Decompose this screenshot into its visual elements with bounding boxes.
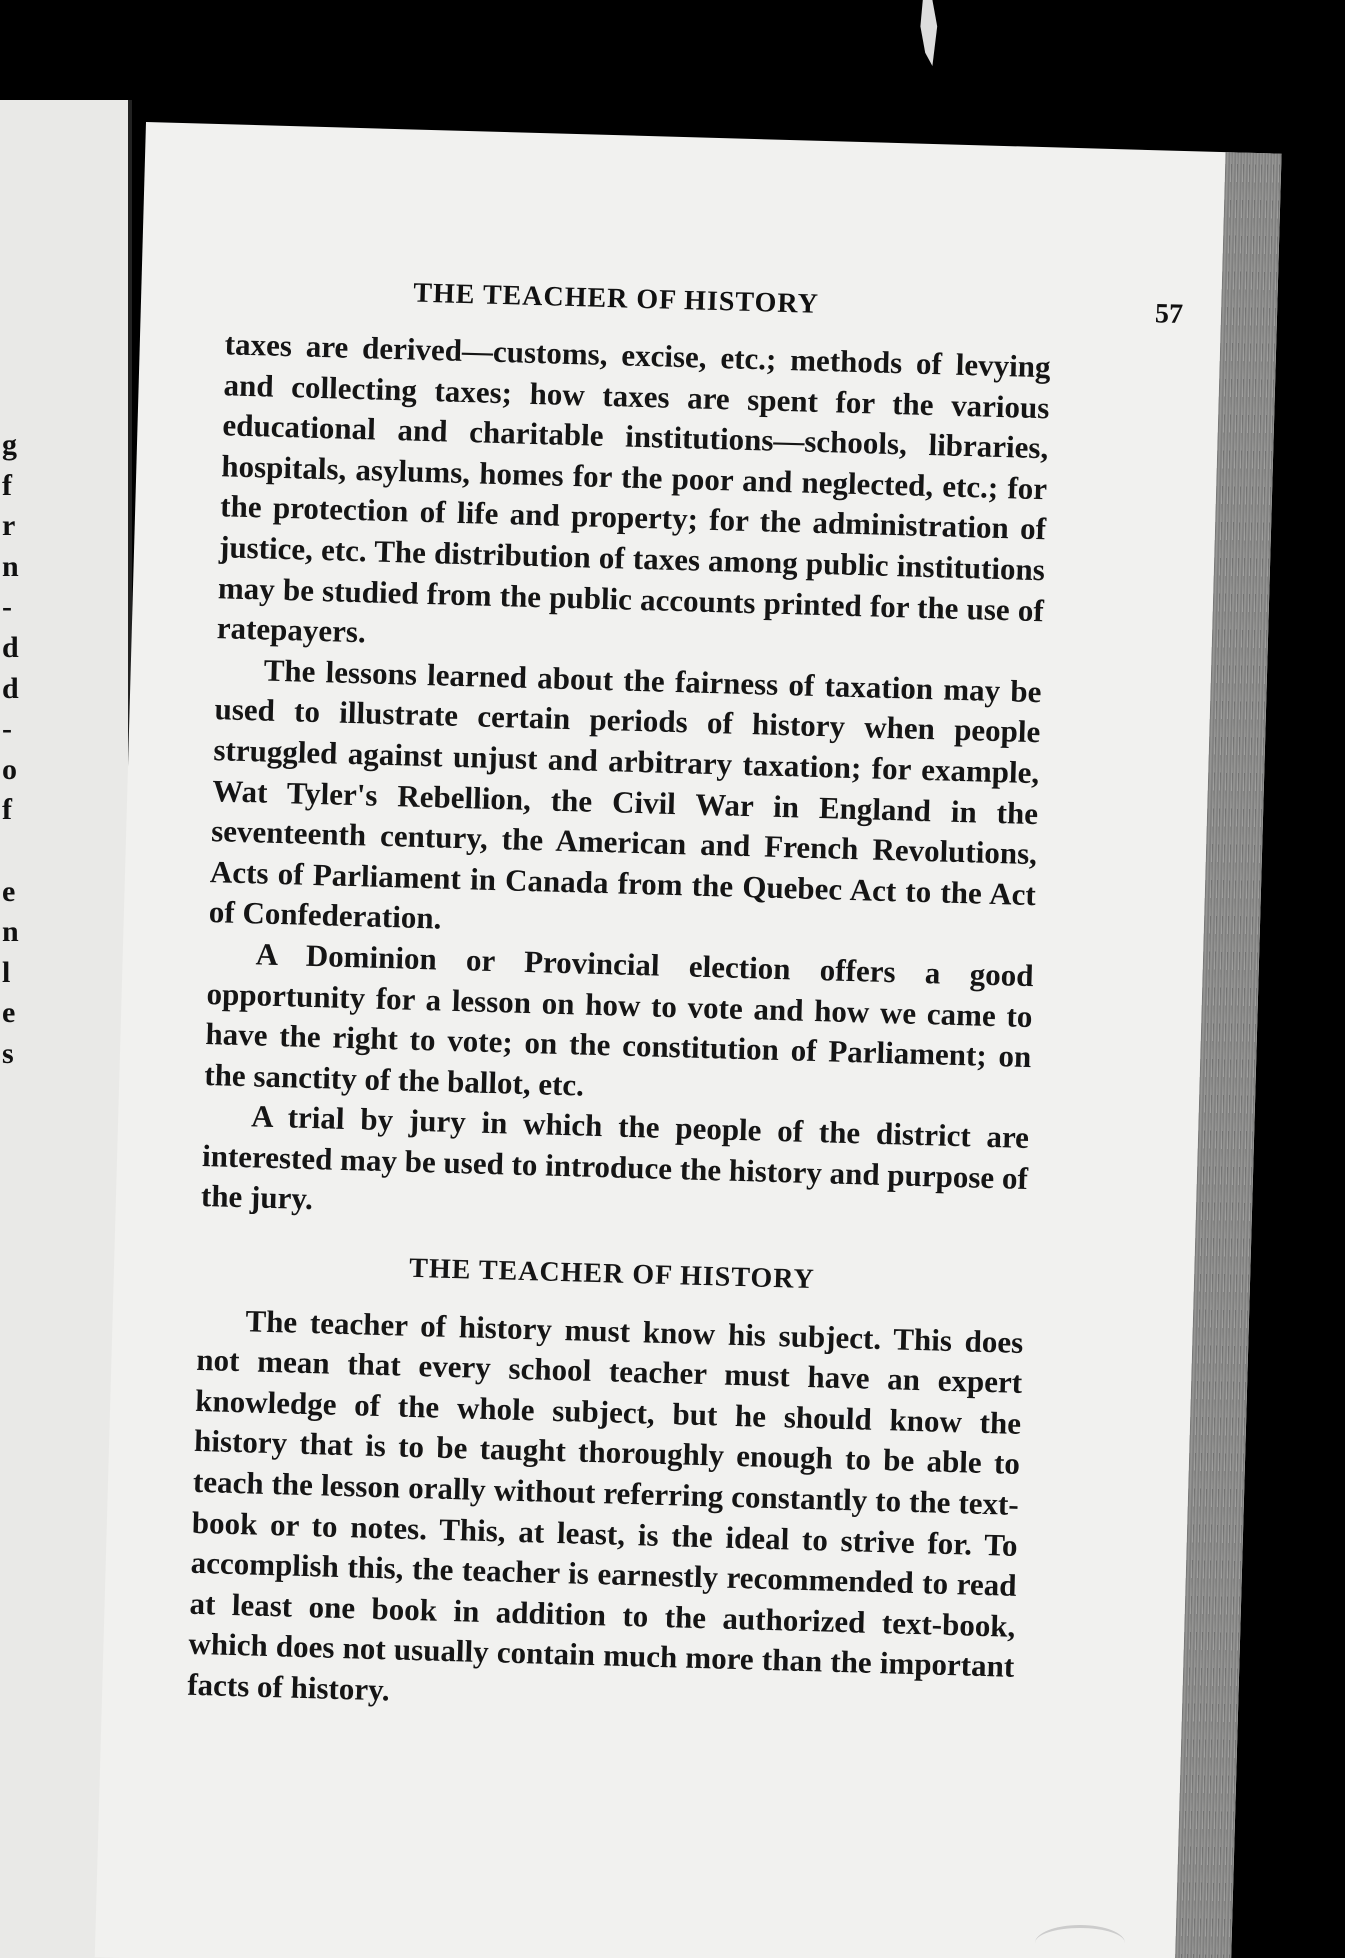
page-header xyxy=(413,278,1184,331)
page-number: 57 xyxy=(1154,298,1184,331)
page-body xyxy=(187,324,1051,1728)
right-page xyxy=(95,122,1282,1958)
paragraph: A trial by jury in which the people of the district are interested may be used to introduce the history and purpose of the jury. xyxy=(200,1098,1030,1217)
section-heading: THE TEACHER OF HISTORY xyxy=(408,1252,816,1296)
left-page-text-fragments: g f r n - d d - o f e n l e s xyxy=(2,428,19,1070)
paragraph: A Dominion or Provincial election offers a good opportunity for a lesson on how to vote and how we came to have the right to vote; on the constitution of Parliament; on the sanctity of the ballot, etc. xyxy=(203,936,1035,1103)
paragraph: The teacher of history must know his subject. This does not mean that every school teacher must have an expert knowledge of the whole subject, but he should know the history that is to be taught thoroughly enough to be able to teach the lesson orally without referring constantly to the text-book or to notes. This, at least, is the ideal to strive for. To accomplish this, the teacher is earnestly recommended to read at least one book in addition to the authorized text-book, which does not usually contain much more than the important facts of history. xyxy=(186,1302,1024,1708)
scan-artifact xyxy=(1035,1925,1125,1958)
scan-artifact xyxy=(918,0,942,66)
running-head: THE TEACHER OF HISTORY xyxy=(412,277,820,320)
page-edge xyxy=(1174,152,1281,1958)
paragraph: taxes are derived—customs, excise, etc.; methods of levying and collecting taxes; how taxes are spent for the various educational and charitable institutions—schools, libraries, hospitals, asylums, homes for the poor and neglected, etc.; for the protection of life and property; for the administration of justice, etc. The distribution of taxes among public institutions may be studied from the public accounts printed for the use of ratepayers. xyxy=(216,326,1052,650)
paragraph: The lessons learned about the fairness of taxation may be used to illustrate certain periods of history when people struggled against unjust and arbitrary taxation; for example, Wat Tyler's Rebellion, the Civil War in England in the seventeenth century, the American and French Revolutions, Acts of Parliament in Canada from the Quebec Act to the Act of Confederation. xyxy=(208,652,1042,936)
